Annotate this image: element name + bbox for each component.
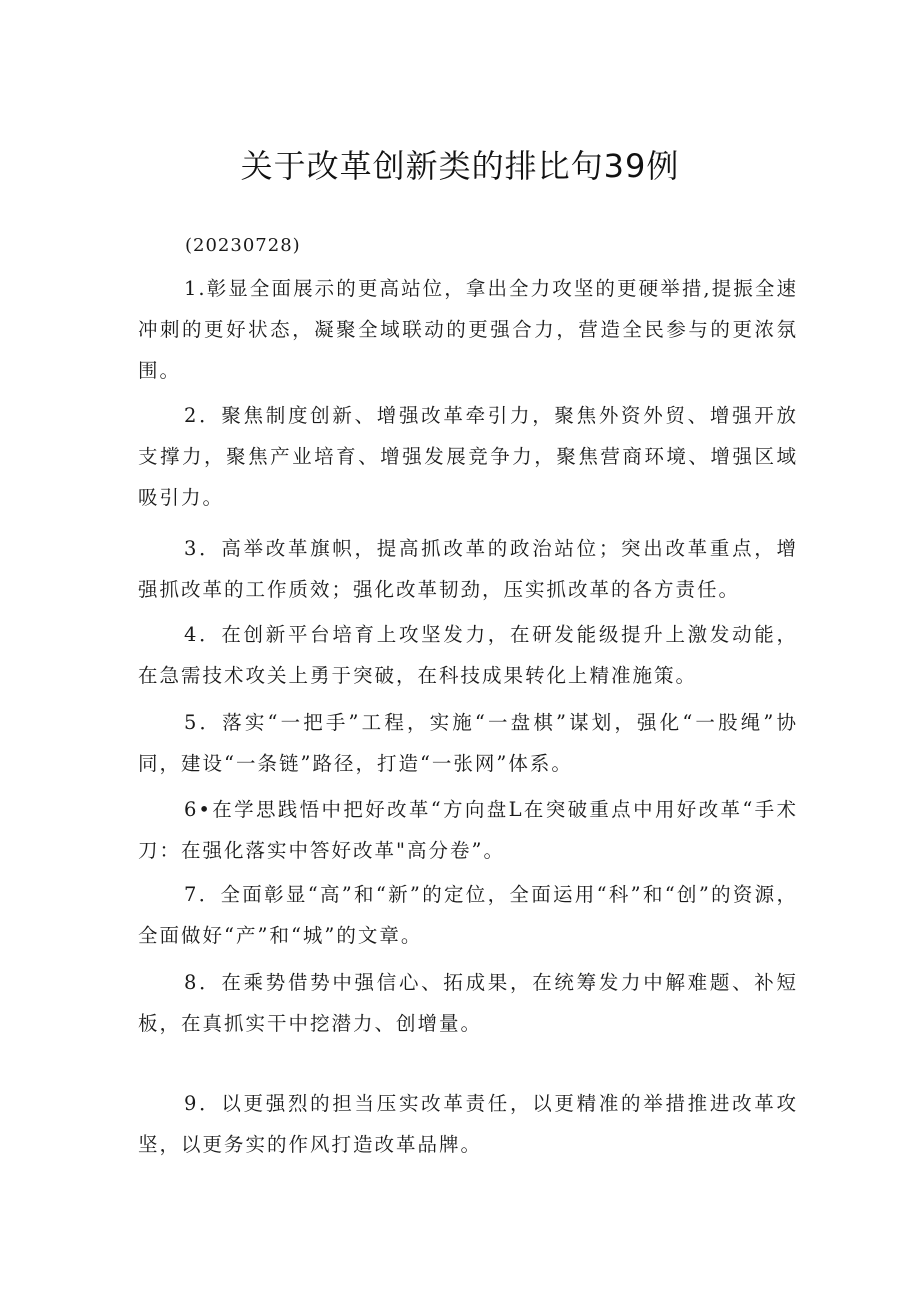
- paragraph-7: 7．全面彰显“高”和“新”的定位，全面运用“科”和“创”的资源，全面做好“产”和“城”的文章。: [138, 883, 798, 947]
- paragraph-9: 9．以更强烈的担当压实改革责任，以更精准的举措推进改革攻坚，以更务实的作风打造改革品牌。: [138, 1092, 798, 1156]
- paragraph-4: 4．在创新平台培育上攻坚发力，在研发能级提升上激发动能，在急需技术攻关上勇于突破，在科技成果转化上精准施策。: [138, 623, 798, 687]
- paragraph-6: 6•在学思践悟中把好改革“方向盘L在突破重点中用好改革“手术刀：在强化落实中答好改革"高分卷”。: [138, 798, 798, 862]
- document-date: (20230728): [185, 235, 301, 256]
- paragraph-1: 1.彰显全面展示的更高站位，拿出全力攻坚的更硬举措,提振全速冲刺的更好状态，凝聚全域联动的更强合力，营造全民参与的更浓氛围。: [138, 277, 798, 382]
- paragraph-5: 5．落实“一把手”工程，实施“一盘棋”谋划，强化“一股绳”协同，建设“一条链”路径，打造“一张网”体系。: [138, 711, 798, 775]
- paragraph-8: 8．在乘势借势中强信心、拓成果，在统筹发力中解难题、补短板，在真抓实干中挖潜力、创增量。: [138, 971, 798, 1035]
- paragraph-2: 2．聚焦制度创新、增强改革牵引力，聚焦外资外贸、增强开放支撑力，聚焦产业培育、增强发展竞争力，聚焦营商环境、增强区域吸引力。: [138, 404, 798, 509]
- paragraph-3: 3．高举改革旗帜，提高抓改革的政治站位；突出改革重点，增强抓改革的工作质效；强化改革韧劲，压实抓改革的各方责任。: [138, 537, 798, 601]
- document-title: 关于改革创新类的排比句39例: [240, 147, 680, 185]
